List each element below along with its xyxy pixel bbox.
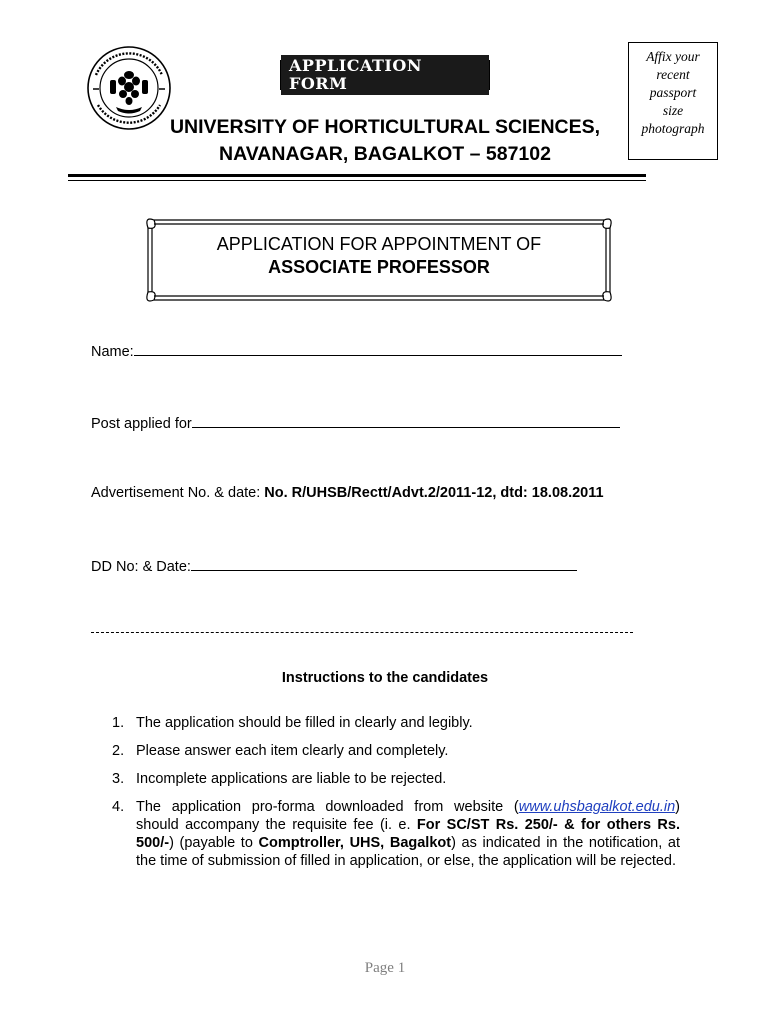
name-field-row	[91, 341, 622, 361]
photo-text-line: recent	[656, 67, 690, 82]
advertisement-value: No. R/UHSB/Rectt/Advt.2/2011-12, dtd: 18.08.2011	[264, 485, 604, 501]
post-field-row	[91, 413, 620, 433]
item-text: ) (payable to	[169, 835, 259, 851]
item-text: ) as indicated in the notification, at the time of submission of filled in application, or else, the application will be rejected.	[136, 835, 680, 869]
dd-blank[interactable]	[191, 556, 577, 571]
list-item	[90, 742, 680, 760]
item-number: 1.	[112, 715, 125, 731]
university-name-line1: UNIVERSITY OF HORTICULTURAL SCIENCES,	[169, 116, 601, 138]
dashed-separator	[91, 632, 633, 633]
name-blank[interactable]	[134, 341, 622, 356]
photo-box	[628, 42, 718, 160]
application-title	[160, 233, 598, 279]
photo-text-line: size	[662, 103, 684, 118]
photo-text-line: passport	[649, 85, 697, 100]
page-number: Page 1	[364, 960, 406, 976]
post-blank[interactable]	[192, 413, 620, 428]
advertisement-label: Advertisement No. & date:	[91, 485, 265, 501]
header-rule-thick	[68, 174, 646, 177]
photo-instructions	[629, 48, 717, 138]
dd-label: DD No: & Date:	[91, 559, 191, 575]
item-number: 3.	[112, 771, 125, 787]
university-address-line2: NAVANAGAR, BAGALKOT – 587102	[219, 143, 551, 165]
header-rule-thin	[68, 180, 646, 181]
title-post-name: ASSOCIATE PROFESSOR	[268, 257, 490, 277]
item-text: Please answer each item clearly and completely.	[136, 743, 449, 759]
item-text: The application should be filled in clearly and legibly.	[136, 715, 473, 731]
advertisement-row	[91, 484, 604, 502]
application-form-banner	[280, 56, 490, 93]
list-item	[90, 714, 680, 732]
instructions-list	[90, 714, 680, 880]
item-number: 2.	[112, 743, 125, 759]
banner-text: APPLICATION FORM	[281, 55, 489, 95]
item-text: ) should accompany the requisite fee (i. e.	[136, 799, 680, 833]
instructions-heading: Instructions to the candidates	[281, 670, 489, 686]
name-label: Name:	[91, 344, 134, 360]
website-link[interactable]: www.uhsbagalkot.edu.in	[518, 799, 676, 815]
dd-field-row	[91, 556, 577, 576]
item-number: 4.	[112, 799, 125, 815]
item-text: Incomplete applications are liable to be rejected.	[136, 771, 447, 787]
item-text: The application pro-forma downloaded from website (	[136, 799, 519, 815]
fee-amounts: For SC/ST Rs. 250/- & for others Rs. 500/-	[136, 817, 680, 851]
title-line1: APPLICATION FOR APPOINTMENT OF	[216, 234, 542, 254]
list-item	[90, 798, 680, 870]
list-item	[90, 770, 680, 788]
payee-name: Comptroller, UHS, Bagalkot	[258, 835, 452, 851]
photo-text-line: Affix your	[646, 49, 700, 64]
post-label: Post applied for	[91, 416, 192, 432]
university-name	[130, 114, 640, 168]
photo-text-line: photograph	[641, 121, 705, 136]
